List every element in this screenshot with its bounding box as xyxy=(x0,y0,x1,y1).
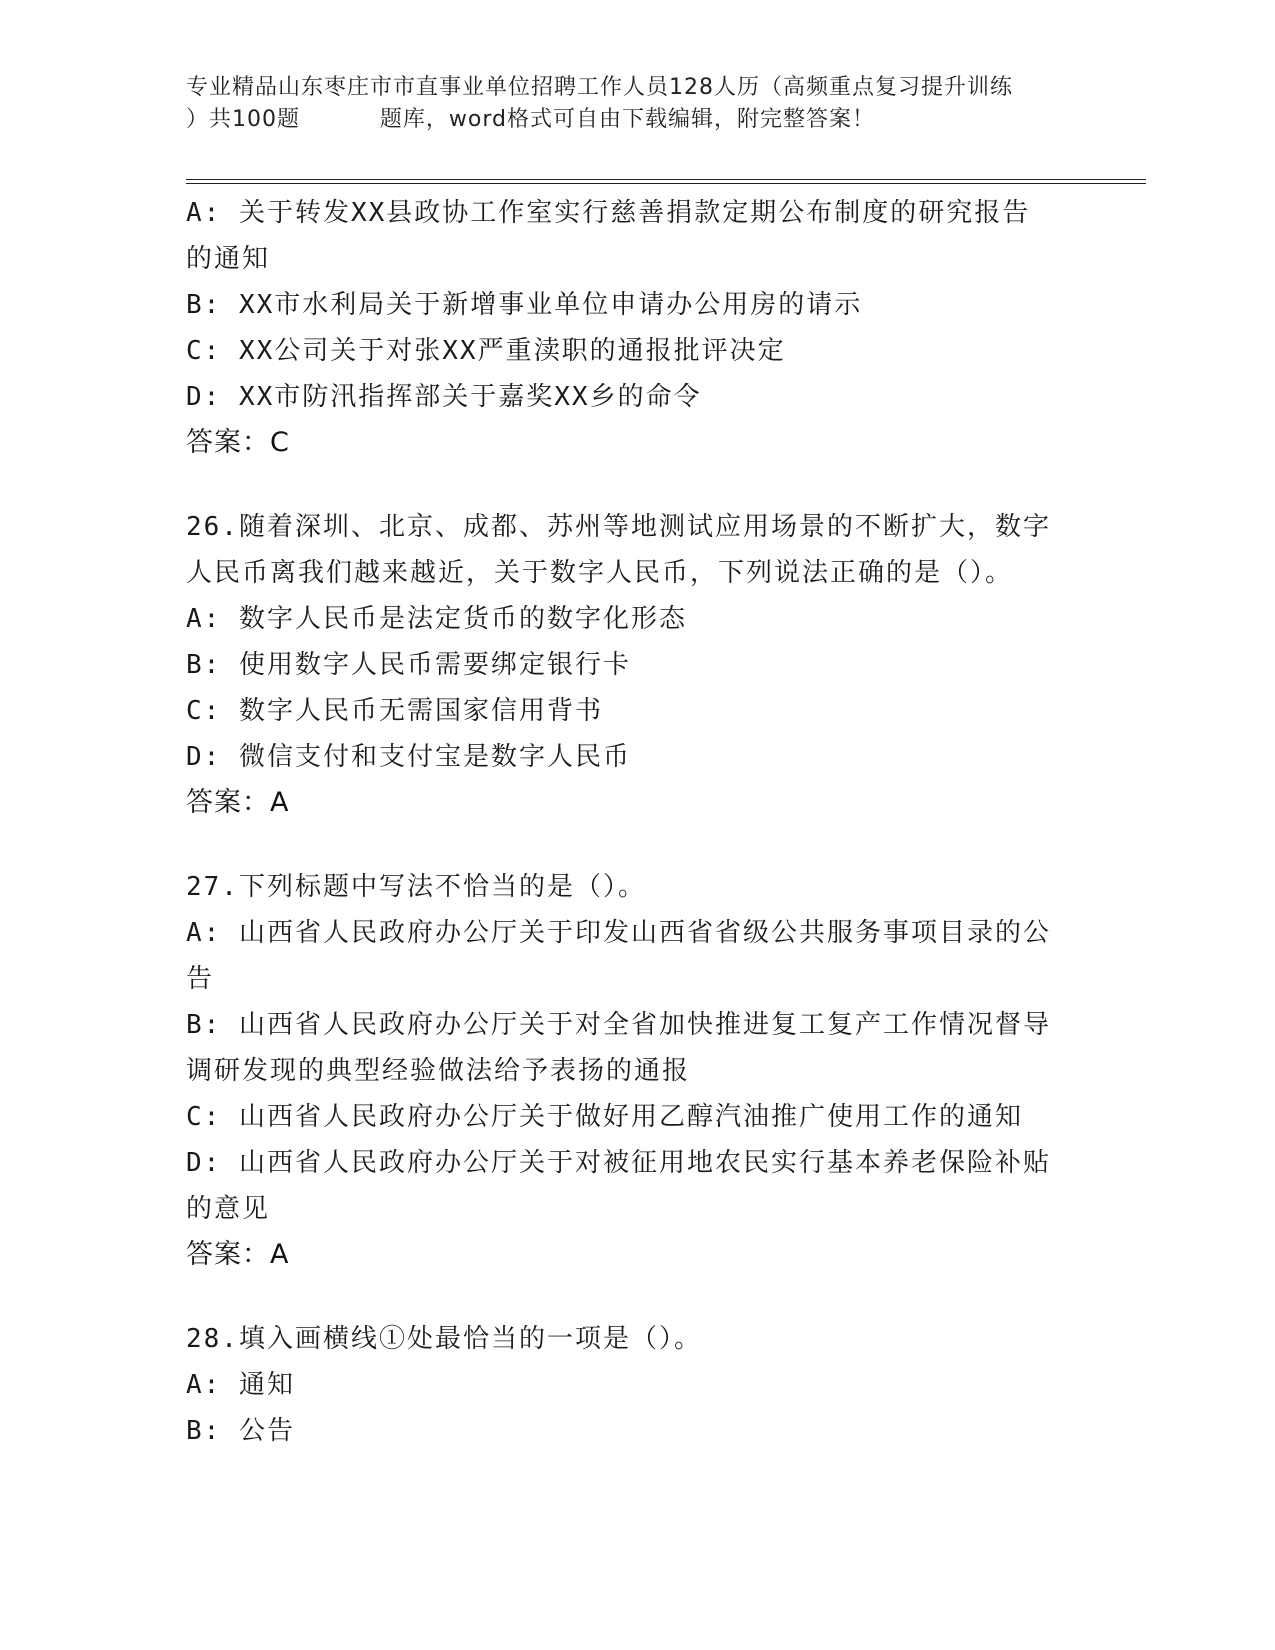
question-26 xyxy=(186,504,1086,826)
option-b-line-1: B: 山西省人民政府办公厅关于对全省加快推进复工复产工作情况督导 xyxy=(186,1010,1051,1040)
option-a-line-1: A: 山西省人民政府办公厅关于印发山西省省级公共服务事项目录的公 xyxy=(186,918,1051,948)
question-stem: 27.下列标题中写法不恰当的是（）。 xyxy=(186,872,646,902)
header-divider-top xyxy=(186,179,1146,180)
header-title-line-1: 专业精品山东枣庄市市直事业单位招聘工作人员128人历（高频重点复习提升训练 xyxy=(186,75,1013,100)
option-a-line-2: 的通知 xyxy=(186,244,271,274)
spacer xyxy=(186,466,1086,504)
header-divider-bottom xyxy=(186,183,1146,184)
question-stem-line-1: 26.随着深圳、北京、成都、苏州等地测试应用场景的不断扩大，数字 xyxy=(186,512,1051,542)
answer: 答案：A xyxy=(186,1239,290,1270)
option-a: A: 数字人民币是法定货币的数字化形态 xyxy=(186,604,687,634)
spacer xyxy=(186,826,1086,864)
question-27 xyxy=(186,864,1086,1278)
question-28 xyxy=(186,1316,1086,1454)
question-list xyxy=(186,190,1086,1454)
question-25 xyxy=(186,190,1086,466)
option-c: C: 山西省人民政府办公厅关于做好用乙醇汽油推广使用工作的通知 xyxy=(186,1102,1023,1132)
spacer xyxy=(186,1278,1086,1316)
answer: 答案：C xyxy=(186,427,290,458)
answer: 答案：A xyxy=(186,787,290,818)
option-d-line-2: 的意见 xyxy=(186,1194,271,1224)
option-c: C: XX公司关于对张XX严重渎职的通报批评决定 xyxy=(186,336,786,366)
option-d-line-1: D: 山西省人民政府办公厅关于对被征用地农民实行基本养老保险补贴 xyxy=(186,1148,1051,1178)
option-a-line-1: A: 关于转发XX县政协工作室实行慈善捐款定期公布制度的研究报告 xyxy=(186,198,1031,228)
option-b-line-2: 调研发现的典型经验做法给予表扬的通报 xyxy=(186,1056,691,1086)
question-stem: 28.填入画横线①处最恰当的一项是（）。 xyxy=(186,1324,702,1354)
option-d: D: XX市防汛指挥部关于嘉奖XX乡的命令 xyxy=(186,382,702,412)
header-title-line-2: ）共100题 题库，word格式可自由下载编辑，附完整答案！ xyxy=(186,107,876,132)
option-b: B: XX市水利局关于新增事业单位申请办公用房的请示 xyxy=(186,290,863,320)
option-b: B: 公告 xyxy=(186,1416,295,1446)
question-stem-line-2: 人民币离我们越来越近，关于数字人民币，下列说法正确的是（）。 xyxy=(186,558,1014,588)
option-d: D: 微信支付和支付宝是数字人民币 xyxy=(186,742,631,772)
option-b: B: 使用数字人民币需要绑定银行卡 xyxy=(186,650,631,680)
option-c: C: 数字人民币无需国家信用背书 xyxy=(186,696,603,726)
document-header xyxy=(186,72,1106,136)
option-a-line-2: 告 xyxy=(186,964,215,994)
option-a: A: 通知 xyxy=(186,1370,295,1400)
